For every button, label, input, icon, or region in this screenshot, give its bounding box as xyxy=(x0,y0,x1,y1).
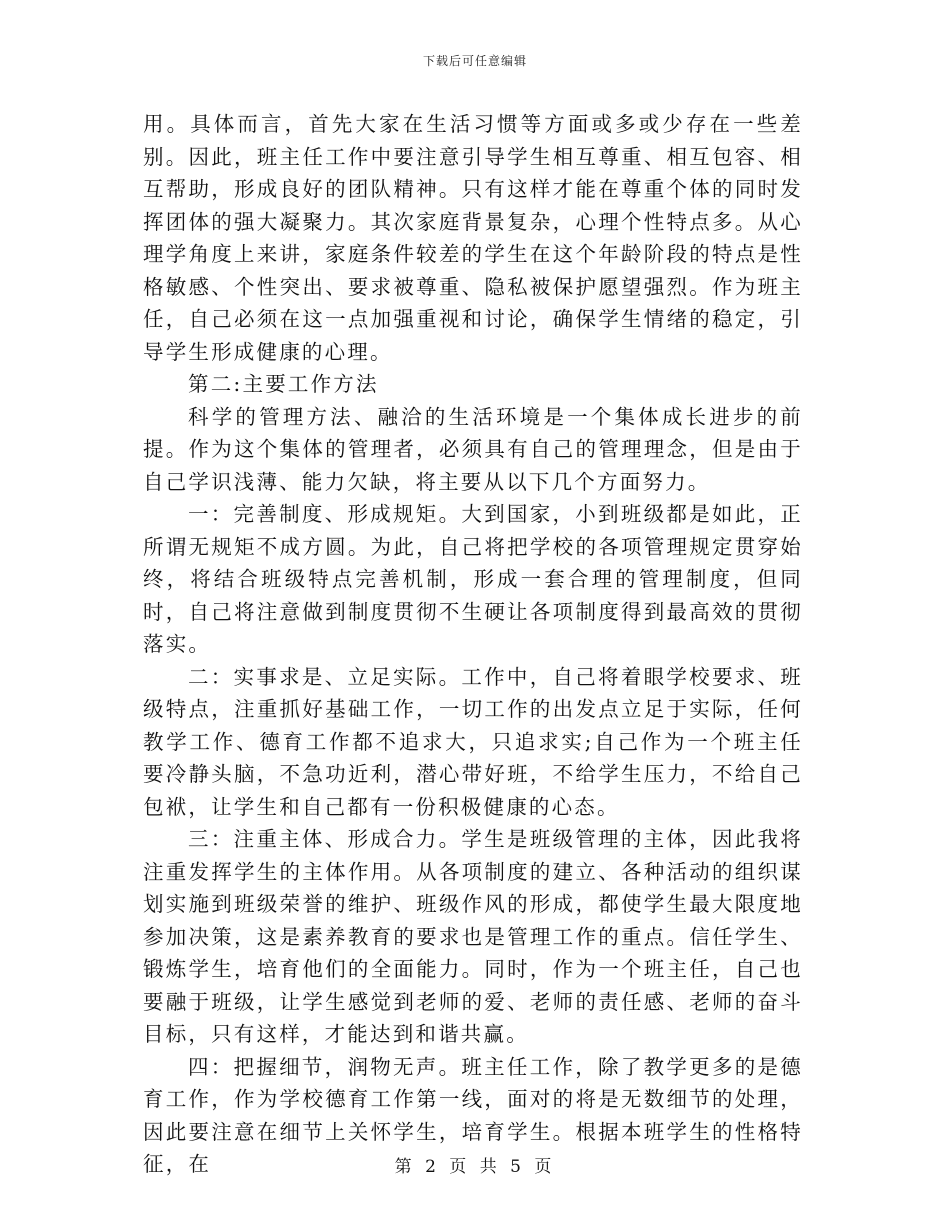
page-number: 第 2 页 共 5 页 xyxy=(394,1157,556,1177)
section-heading: 第二:主要工作方法 xyxy=(188,372,379,396)
paragraph-intro: 科学的管理方法、融洽的生活环境是一个集体成长进步的前提。作为这个集体的管理者，必须具有自己的管理理念，但是由于自己学识浅薄、能力欠缺，将主要从以下几个方面努力。 xyxy=(143,404,803,494)
paragraph-point-four: 四：把握细节，润物无声。班主任工作，除了教学更多的是德育工作，作为学校德育工作第一线，面对的将是无数细节的处理，因此要注意在细节上关怀学生，培育学生。根据本班学生的性格特征，在 xyxy=(143,1054,803,1176)
paragraph-point-two: 二：实事求是、立足实际。工作中，自己将着眼学校要求、班级特点，注重抓好基础工作，一切工作的出发点立足于实际，任何教学工作、德育工作都不追求大，只追求实;自己作为一个班主任要冷静头脑，不急功近利，潜心带好班，不给学生压力，不给自己包袱，让学生和自己都有一份积极健康的心态。 xyxy=(143,664,803,819)
paragraph-continuation: 用。具体而言，首先大家在生活习惯等方面或多或少存在一些差别。因此，班主任工作中要注意引导学生相互尊重、相互包容、相互帮助，形成良好的团队精神。只有这样才能在尊重个体的同时发挥团体的强大凝聚力。其次家庭背景复杂，心理个性特点多。从心理学角度上来讲，家庭条件较差的学生在这个年龄阶段的特点是性格敏感、个性突出、要求被尊重、隐私被保护愿望强烈。作为班主任，自己必须在这一点加强重视和讨论，确保学生情绪的稳定，引导学生形成健康的心理。 xyxy=(143,112,803,364)
document-body xyxy=(143,108,803,1181)
page-header: 下载后可任意编辑 xyxy=(422,54,527,68)
paragraph-point-three: 三：注重主体、形成合力。学生是班级管理的主体，因此我将注重发挥学生的主体作用。从各项制度的建立、各种活动的组织谋划实施到班级荣誉的维护、班级作风的形成，都使学生最大限度地参加决策，这是素养教育的要求也是管理工作的重点。信任学生、锻炼学生，培育他们的全面能力。同时，作为一个班主任，自己也要融于班级，让学生感觉到老师的爱、老师的责任感、老师的奋斗目标，只有这样，才能达到和谐共赢。 xyxy=(143,827,803,1046)
paragraph-point-one: 一：完善制度、形成规矩。大到国家，小到班级都是如此，正所谓无规矩不成方圆。为此，自己将把学校的各项管理规定贯穿始终，将结合班级特点完善机制，形成一套合理的管理制度，但同时，自己将注意做到制度贯彻不生硬让各项制度得到最高效的贯彻落实。 xyxy=(143,502,803,656)
